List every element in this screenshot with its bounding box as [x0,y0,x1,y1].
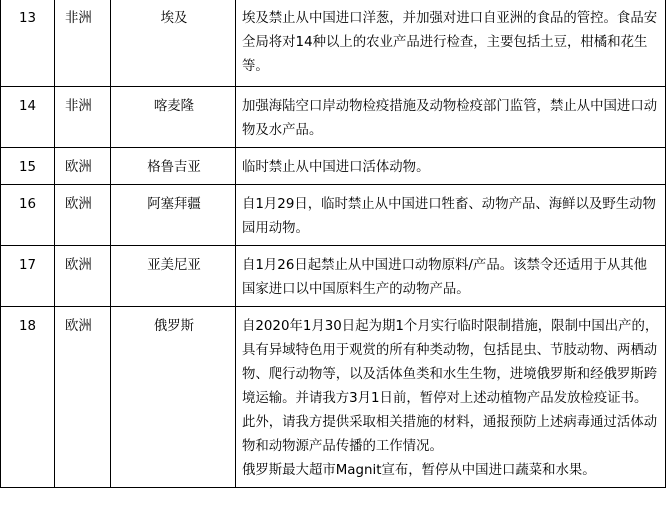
region-cell: 欧洲 [55,246,111,307]
row-number: 13 [1,0,55,87]
measure-text: 俄罗斯最大超市Magnit宣布，暂停从中国进口蔬菜和水果。 [242,463,596,478]
country-cell: 格鲁吉亚 [111,148,236,185]
measure-text: 临时禁止从中国进口活体动物。 [242,160,430,175]
table-body [1,0,666,488]
country-cell: 阿塞拜疆 [111,185,236,246]
measure-text: 加强海陆空口岸动物检疫措施及动物检疫部门监管，禁止从中国进口动物及水产品。 [242,99,658,138]
measure-cell [236,185,666,246]
row-number: 17 [1,246,55,307]
country-cell: 埃及 [111,0,236,87]
row-number: 14 [1,87,55,148]
region-cell: 非洲 [55,87,111,148]
measure-text: 自1月29日，临时禁止从中国进口牲畜、动物产品、海鲜以及野生动物园用动物。 [242,197,656,236]
table-row [1,87,666,148]
measure-text: 自2020年1月30日起为期1个月实行临时限制措施，限制中国出产的，具有异域特色用于观赏的所有种类动物，包括昆虫、节肢动物、两栖动物、爬行动物等，以及活体鱼类和水生生物，进境俄罗斯和经俄罗斯跨境运输。并请我方3月1日前，暂停对上述动植物产品发放检疫证书。此外，请我方提供采取相关措施的材料，通报预防上述病毒通过活体动物和动物源产品传播的工作情况。 [242,319,659,454]
measure-text: 自1月26日起禁止从中国进口动物原料/产品。该禁令还适用于从其他国家进口以中国原料生产的动物产品。 [242,258,648,297]
region-cell: 非洲 [55,0,111,87]
measure-cell [236,87,666,148]
measure-cell [236,307,666,488]
row-number: 16 [1,185,55,246]
measure-cell [236,0,666,87]
region-cell: 欧洲 [55,307,111,488]
country-cell: 喀麦隆 [111,87,236,148]
region-cell: 欧洲 [55,148,111,185]
table-row [1,148,666,185]
country-cell: 亚美尼亚 [111,246,236,307]
region-cell: 欧洲 [55,185,111,246]
table-row [1,246,666,307]
row-number: 18 [1,307,55,488]
measure-cell [236,148,666,185]
table-row [1,0,666,87]
country-cell: 俄罗斯 [111,307,236,488]
measure-cell [236,246,666,307]
measure-text: 埃及禁止从中国进口洋葱，并加强对进口自亚洲的食品的管控。食品安全局将对14种以上的农业产品进行检查，主要包括土豆，柑橘和花生等。 [242,11,658,74]
table-row [1,185,666,246]
table-row [1,307,666,488]
row-number: 15 [1,148,55,185]
